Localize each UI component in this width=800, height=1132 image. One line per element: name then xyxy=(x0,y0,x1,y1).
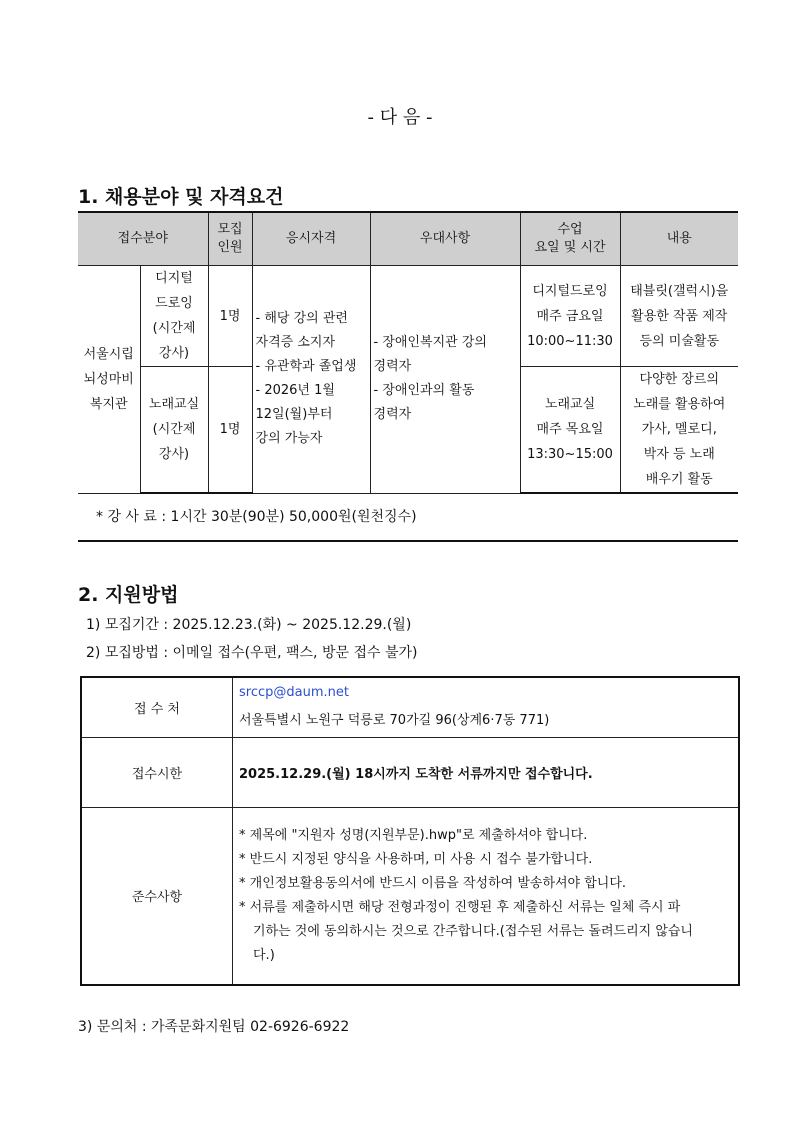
rule-item: * 반드시 지정된 양식을 사용하며, 미 사용 시 접수 불가합니다. xyxy=(239,851,593,867)
preference-text: - 장애인복지관 강의 경력자 - 장애인과의 활동 경력자 xyxy=(370,266,520,494)
qualification-text: - 해당 강의 관련 자격증 소지자 - 유관학과 졸업생 - 2026년 1월 12일(월)부터 강의 가능자 xyxy=(252,266,370,494)
count-singing-class: 1명 xyxy=(208,367,252,494)
table-row xyxy=(78,266,738,367)
application-table xyxy=(80,676,740,986)
deadline-label: 접수시한 xyxy=(81,737,233,807)
recruit-method: 2) 모집방법 : 이메일 접수(우편, 팩스, 방문 접수 불가) xyxy=(86,645,418,661)
schedule-singing-class: 노래교실 매주 목요일 13:30~15:00 xyxy=(520,367,620,494)
col-header-qualification: 응시자격 xyxy=(252,212,370,266)
col-header-schedule: 수업 요일 및 시간 xyxy=(520,212,620,266)
contact-info: 3) 문의처 : 가족문화지원팀 02-6926-6922 xyxy=(78,1019,350,1035)
table-row xyxy=(81,677,739,737)
section-divider xyxy=(78,540,738,542)
deadline-text: 2025.12.29.(월) 18시까지 도착한 서류까지만 접수합니다. xyxy=(233,737,740,807)
col-header-content: 내용 xyxy=(620,212,738,266)
section1-title: 1. 채용분야 및 자격요건 xyxy=(78,186,284,208)
rule-item: * 제목에 "지원자 성명(지원부문).hwp"로 제출하셔야 합니다. xyxy=(239,827,588,843)
rule-item-continued: 다.) xyxy=(253,947,275,963)
col-header-field: 접수분야 xyxy=(78,212,208,266)
schedule-digital-drawing: 디지털드로잉 매주 금요일 10:00~11:30 xyxy=(520,266,620,367)
field-singing-class: 노래교실 (시간제 강사) xyxy=(140,367,208,494)
recruit-period: 1) 모집기간 : 2025.12.23.(화) ~ 2025.12.29.(월) xyxy=(86,617,412,633)
rule-item: * 서류를 제출하시면 해당 전형과정이 진행된 후 제출하신 서류는 일체 즉시 파 xyxy=(239,899,681,915)
count-digital-drawing: 1명 xyxy=(208,266,252,367)
content-digital-drawing: 태블릿(갤럭시)을 활용한 작품 제작 등의 미술활동 xyxy=(620,266,738,367)
table-header-row xyxy=(78,212,738,266)
col-header-count: 모집 인원 xyxy=(208,212,252,266)
rule-item: * 개인정보활용동의서에 반드시 이름을 작성하여 발송하셔야 합니다. xyxy=(239,875,627,891)
table-row xyxy=(81,807,739,985)
receiver-label: 접 수 처 xyxy=(81,677,233,737)
recruitment-table xyxy=(78,211,738,494)
rule-item-continued: 기하는 것에 동의하시는 것으로 간주합니다.(접수된 서류는 돌려드리지 않습니 xyxy=(253,923,693,939)
page-heading: - 다 음 - xyxy=(367,107,433,128)
field-digital-drawing: 디지털 드로잉 (시간제 강사) xyxy=(140,266,208,367)
content-singing-class: 다양한 장르의 노래를 활용하여 가사, 멜로디, 박자 등 노래 배우기 활동 xyxy=(620,367,738,494)
contact-email[interactable]: srccp@daum.net xyxy=(239,685,349,701)
receiver-address: 서울특별시 노원구 덕릉로 70가길 96(상계6·7동 771) xyxy=(239,713,550,729)
section2-title: 2. 지원방법 xyxy=(78,584,179,606)
rules-label: 준수사항 xyxy=(81,807,233,985)
col-header-preference: 우대사항 xyxy=(370,212,520,266)
table-row xyxy=(81,737,739,807)
org-name: 서울시립 뇌성마비 복지관 xyxy=(78,266,140,494)
fee-note: * 강 사 료 : 1시간 30분(90분) 50,000원(원천징수) xyxy=(96,509,417,525)
